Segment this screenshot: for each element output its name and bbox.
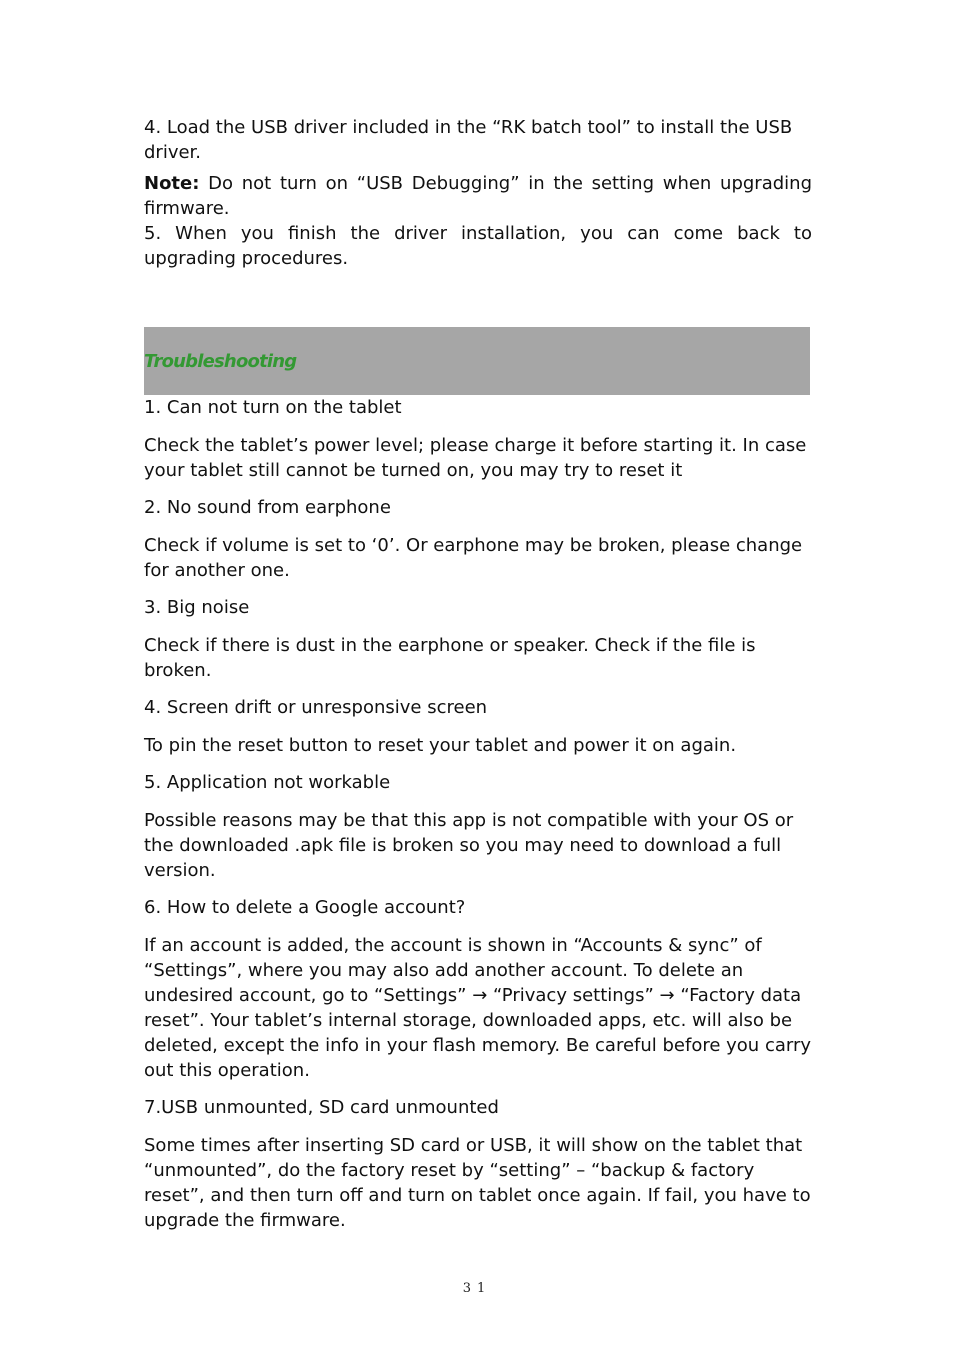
- troubleshooting-list: [144, 395, 812, 1233]
- intro-block: [144, 115, 812, 271]
- answer-5: Possible reasons may be that this app is not compatible with your OS or the downloaded .apk file is broken so you may need to download a full version.: [144, 810, 794, 881]
- section-title: Troubleshooting: [144, 351, 297, 372]
- question-6: 6. How to delete a Google account?: [144, 897, 466, 918]
- answer-3: Check if there is dust in the earphone or speaker. Check if the file is broken.: [144, 635, 756, 681]
- answer-2: Check if volume is set to ‘0’. Or earphone may be broken, please change for another one.: [144, 535, 803, 581]
- question-3: 3. Big noise: [144, 597, 250, 618]
- question-2: 2. No sound from earphone: [144, 497, 391, 518]
- answer-7: Some times after inserting SD card or USB, it will show on the tablet that “unmounted”, do the factory reset by “setting” – “backup & factory reset”, and then turn off and turn on tablet once again. If fail, you have to upgrade the firmware.: [144, 1135, 811, 1231]
- question-1: 1. Can not turn on the tablet: [144, 397, 402, 418]
- note-label: Note:: [144, 173, 200, 194]
- step-4-text: 4. Load the USB driver included in the “RK batch tool” to install the USB driver.: [144, 117, 793, 163]
- question-7: 7.USB unmounted, SD card unmounted: [144, 1097, 499, 1118]
- page-number: 31: [462, 1281, 492, 1296]
- section-banner: [144, 327, 810, 395]
- step-5-text: 5. When you finish the driver installation, you can come back to upgrading procedures.: [144, 223, 812, 269]
- answer-6: If an account is added, the account is shown in “Accounts & sync” of “Settings”, where you may also add another account. To delete an undesired account, go to “Settings” → “Privacy settings” → “Factory data reset”. Your tablet’s internal storage, downloaded apps, etc. will also be deleted, except the info in your flash memory. Be careful before you carry out this operation.: [144, 935, 812, 1081]
- question-5: 5. Application not workable: [144, 772, 391, 793]
- answer-1: Check the tablet’s power level; please charge it before starting it. In case your tablet still cannot be turned on, you may try to reset it: [144, 435, 807, 481]
- note-text: Do not turn on “USB Debugging” in the setting when upgrading firmware.: [144, 173, 812, 219]
- answer-4: To pin the reset button to reset your tablet and power it on again.: [144, 735, 737, 756]
- note-paragraph: [144, 171, 812, 221]
- question-4: 4. Screen drift or unresponsive screen: [144, 697, 488, 718]
